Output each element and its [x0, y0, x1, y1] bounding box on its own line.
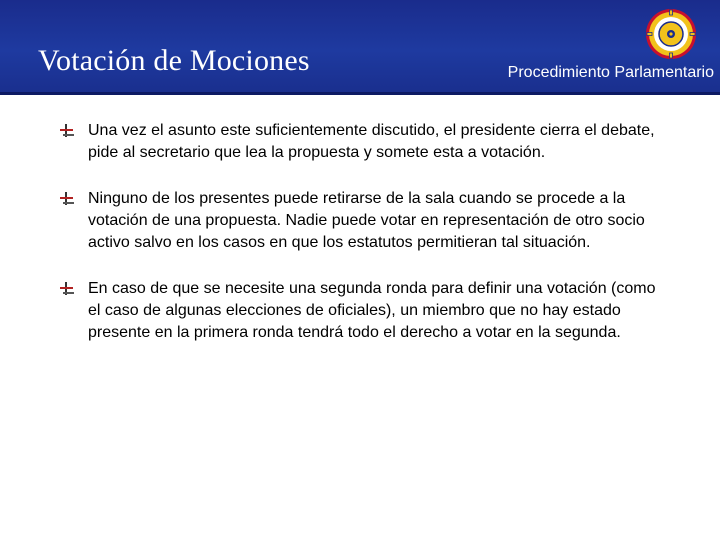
bullet-text: En caso de que se necesite una segunda ronda para definir una votación (como el caso de algunas elecciones de oficiales), un miembro que no hay estado presente en la primera ronda tendrá todo el derecho a votar en la segunda.: [88, 280, 656, 341]
slide-title: Votación de Mociones: [38, 44, 310, 77]
bullet-list: [56, 120, 656, 368]
list-item: [56, 278, 656, 344]
bullet-marker-icon: [60, 124, 76, 138]
list-item: [56, 188, 656, 254]
rotary-emblem-icon: [645, 8, 697, 60]
header-divider: [0, 92, 720, 95]
list-item: [56, 120, 656, 164]
bullet-marker-icon: [60, 282, 76, 296]
slide-subtitle: Procedimiento Parlamentario: [507, 64, 714, 81]
bullet-text: Ninguno de los presentes puede retirarse de la sala cuando se procede a la votación de una propuesta. Nadie puede votar en representación de otro socio activo salvo en los casos en que los estatutos permitieran tal situación.: [88, 190, 645, 251]
bullet-text: Una vez el asunto este suficientemente discutido, el presidente cierra el debate, pide al secretario que lea la propuesta y somete esta a votación.: [88, 122, 655, 161]
bullet-marker-icon: [60, 192, 76, 206]
